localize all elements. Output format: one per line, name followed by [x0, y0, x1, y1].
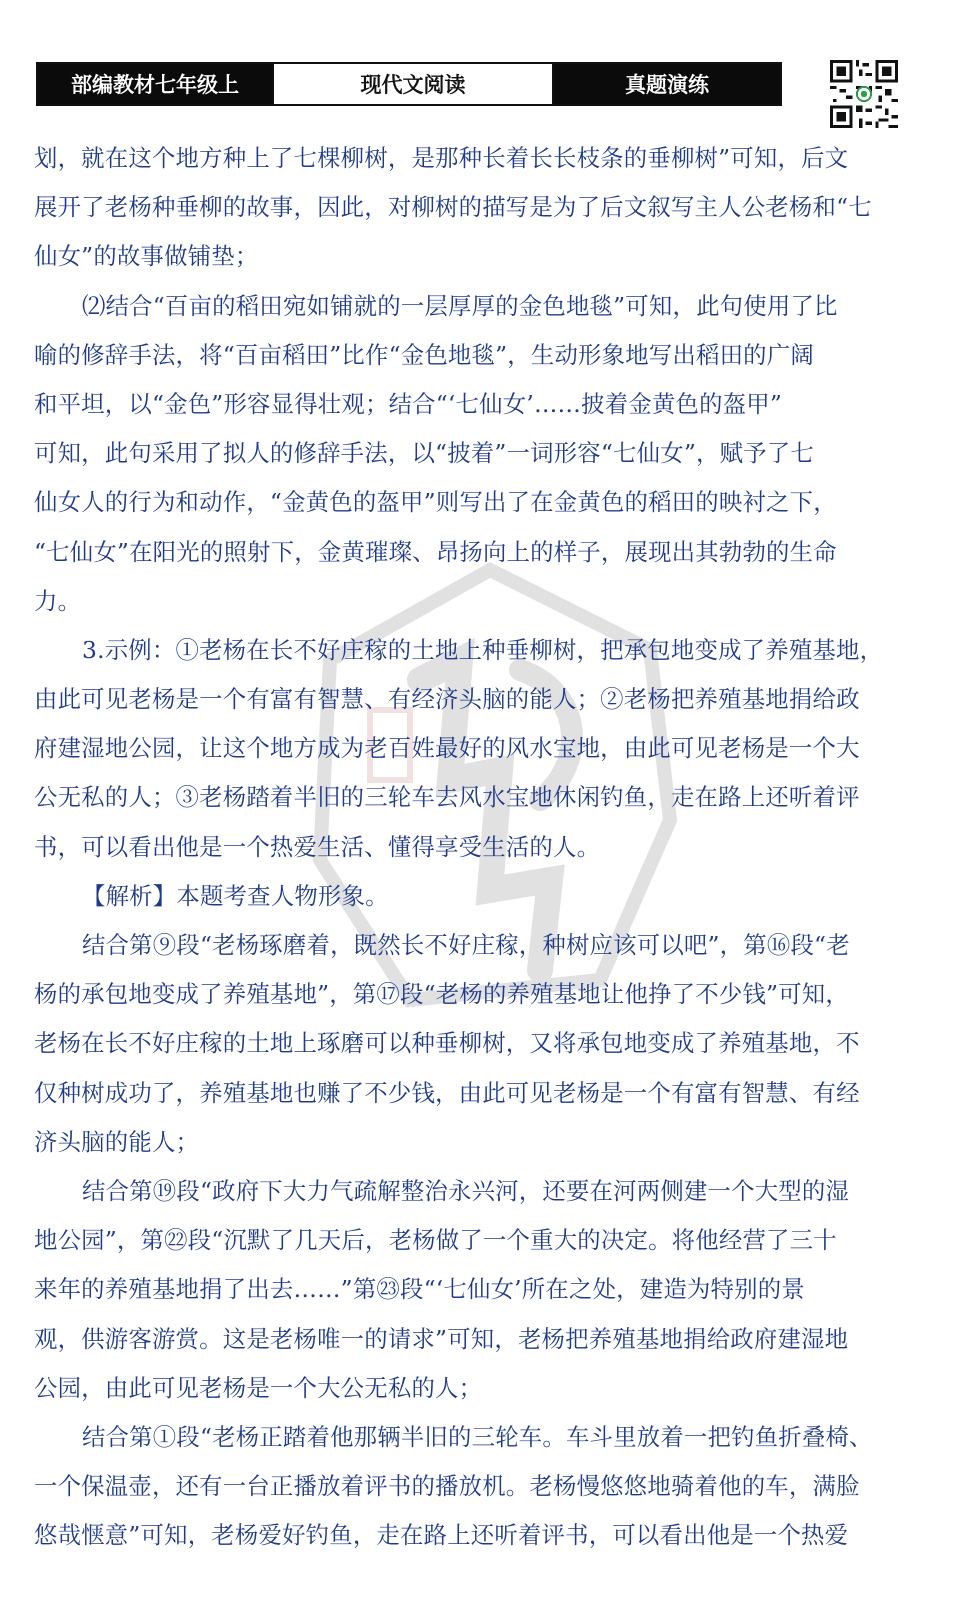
text-line: 济头脑的能人； — [34, 1127, 200, 1156]
text-line: 杨的承包地变成了养殖基地”，第⑰段“老杨的养殖基地让他挣了不少钱”可知， — [34, 980, 849, 1009]
text-line: 公无私的人；③老杨踏着半旧的三轮车去风水宝地休闲钓鱼，走在路上还听着评 — [34, 783, 860, 812]
text-line: 仙女人的行为和动作，“金黄色的盔甲”则写出了在金黄色的稻田的映衬之下， — [34, 488, 837, 517]
text-line: 结合第⑲段“政府下大力气疏解整治永兴河，还要在河两侧建一个大型的湿 — [82, 1176, 850, 1205]
qr-code-icon — [830, 60, 898, 128]
text-line: 来年的养殖基地捐了出去……”第㉓段“‘七仙女’所在之处，建造为特别的景 — [34, 1275, 805, 1304]
text-line: 仅种树成功了，养殖基地也赚了不少钱，由此可见老杨是一个有富有智慧、有经 — [34, 1078, 860, 1107]
text-line: 一个保温壶，还有一台正播放着评书的播放机。老杨慢悠悠地骑着他的车，满脸 — [34, 1472, 860, 1501]
text-line: 【解析】本题考查人物形象。 — [82, 881, 389, 910]
text-line: 悠哉惬意”可知，老杨爱好钓鱼，走在路上还听着评书，可以看出他是一个热爱 — [34, 1521, 849, 1550]
header-bar — [36, 62, 782, 106]
text-line: 府建湿地公园，让这个地方成为老百姓最好的风水宝地，由此可见老杨是一个大 — [34, 734, 860, 763]
text-line: 3.示例：①老杨在长不好庄稼的土地上种垂柳树，把承包地变成了养殖基地， — [82, 635, 884, 664]
text-line: “七仙女”在阳光的照射下，金黄璀璨、昂扬向上的样子，展现出其勃勃的生命 — [34, 537, 837, 566]
header-section-label: 现代文阅读 — [272, 64, 554, 104]
text-line: 老杨在长不好庄稼的土地上琢磨可以种垂柳树，又将承包地变成了养殖基地，不 — [34, 1029, 860, 1058]
text-line: 和平坦，以“金色”形容显得壮观；结合“‘七仙女’……披着金黄色的盔甲” — [34, 389, 783, 418]
text-line: 公园，由此可见老杨是一个大公无私的人； — [34, 1373, 483, 1402]
answer-text-body — [34, 134, 906, 1560]
header-textbook-label: 部编教材七年级上 — [38, 64, 272, 104]
text-line: 力。 — [34, 586, 82, 615]
text-line: 可知，此句采用了拟人的修辞手法，以“披着”一词形容“七仙女”，赋予了七 — [34, 439, 814, 468]
text-line: 喻的修辞手法，将“百亩稻田”比作“金色地毯”，生动形象地写出稻田的广阔 — [34, 340, 814, 369]
text-line: 由此可见老杨是一个有富有智慧、有经济头脑的能人；②老杨把养殖基地捐给政 — [34, 685, 860, 714]
text-line: 书，可以看出他是一个热爱生活、懂得享受生活的人。 — [34, 832, 601, 861]
text-line: 展开了老杨种垂柳的故事，因此，对柳树的描写是为了后文叙写主人公老杨和“七 — [34, 193, 872, 222]
text-line: 结合第⑨段“老杨琢磨着，既然长不好庄稼，种树应该可以吧”，第⑯段“老 — [82, 931, 850, 959]
text-line: 结合第①段“老杨正踏着他那辆半旧的三轮车。车斗里放着一把钓鱼折叠椅、 — [82, 1422, 873, 1451]
header-practice-label: 真题演练 — [554, 64, 780, 104]
text-line: 划，就在这个地方种上了七棵柳树，是那种长着长长枝条的垂柳树”可知，后文 — [34, 144, 849, 172]
text-line: 地公园”，第㉒段“沉默了几天后，老杨做了一个重大的决定。将他经营了三十 — [34, 1226, 837, 1255]
text-line: 观，供游客游赏。这是老杨唯一的请求”可知，老杨把养殖基地捐给政府建湿地 — [34, 1324, 849, 1353]
text-line: 仙女”的故事做铺垫； — [34, 242, 259, 271]
text-line: ⑵结合“百亩的稻田宛如铺就的一层厚厚的金色地毯”可知，此句使用了比 — [82, 291, 838, 320]
